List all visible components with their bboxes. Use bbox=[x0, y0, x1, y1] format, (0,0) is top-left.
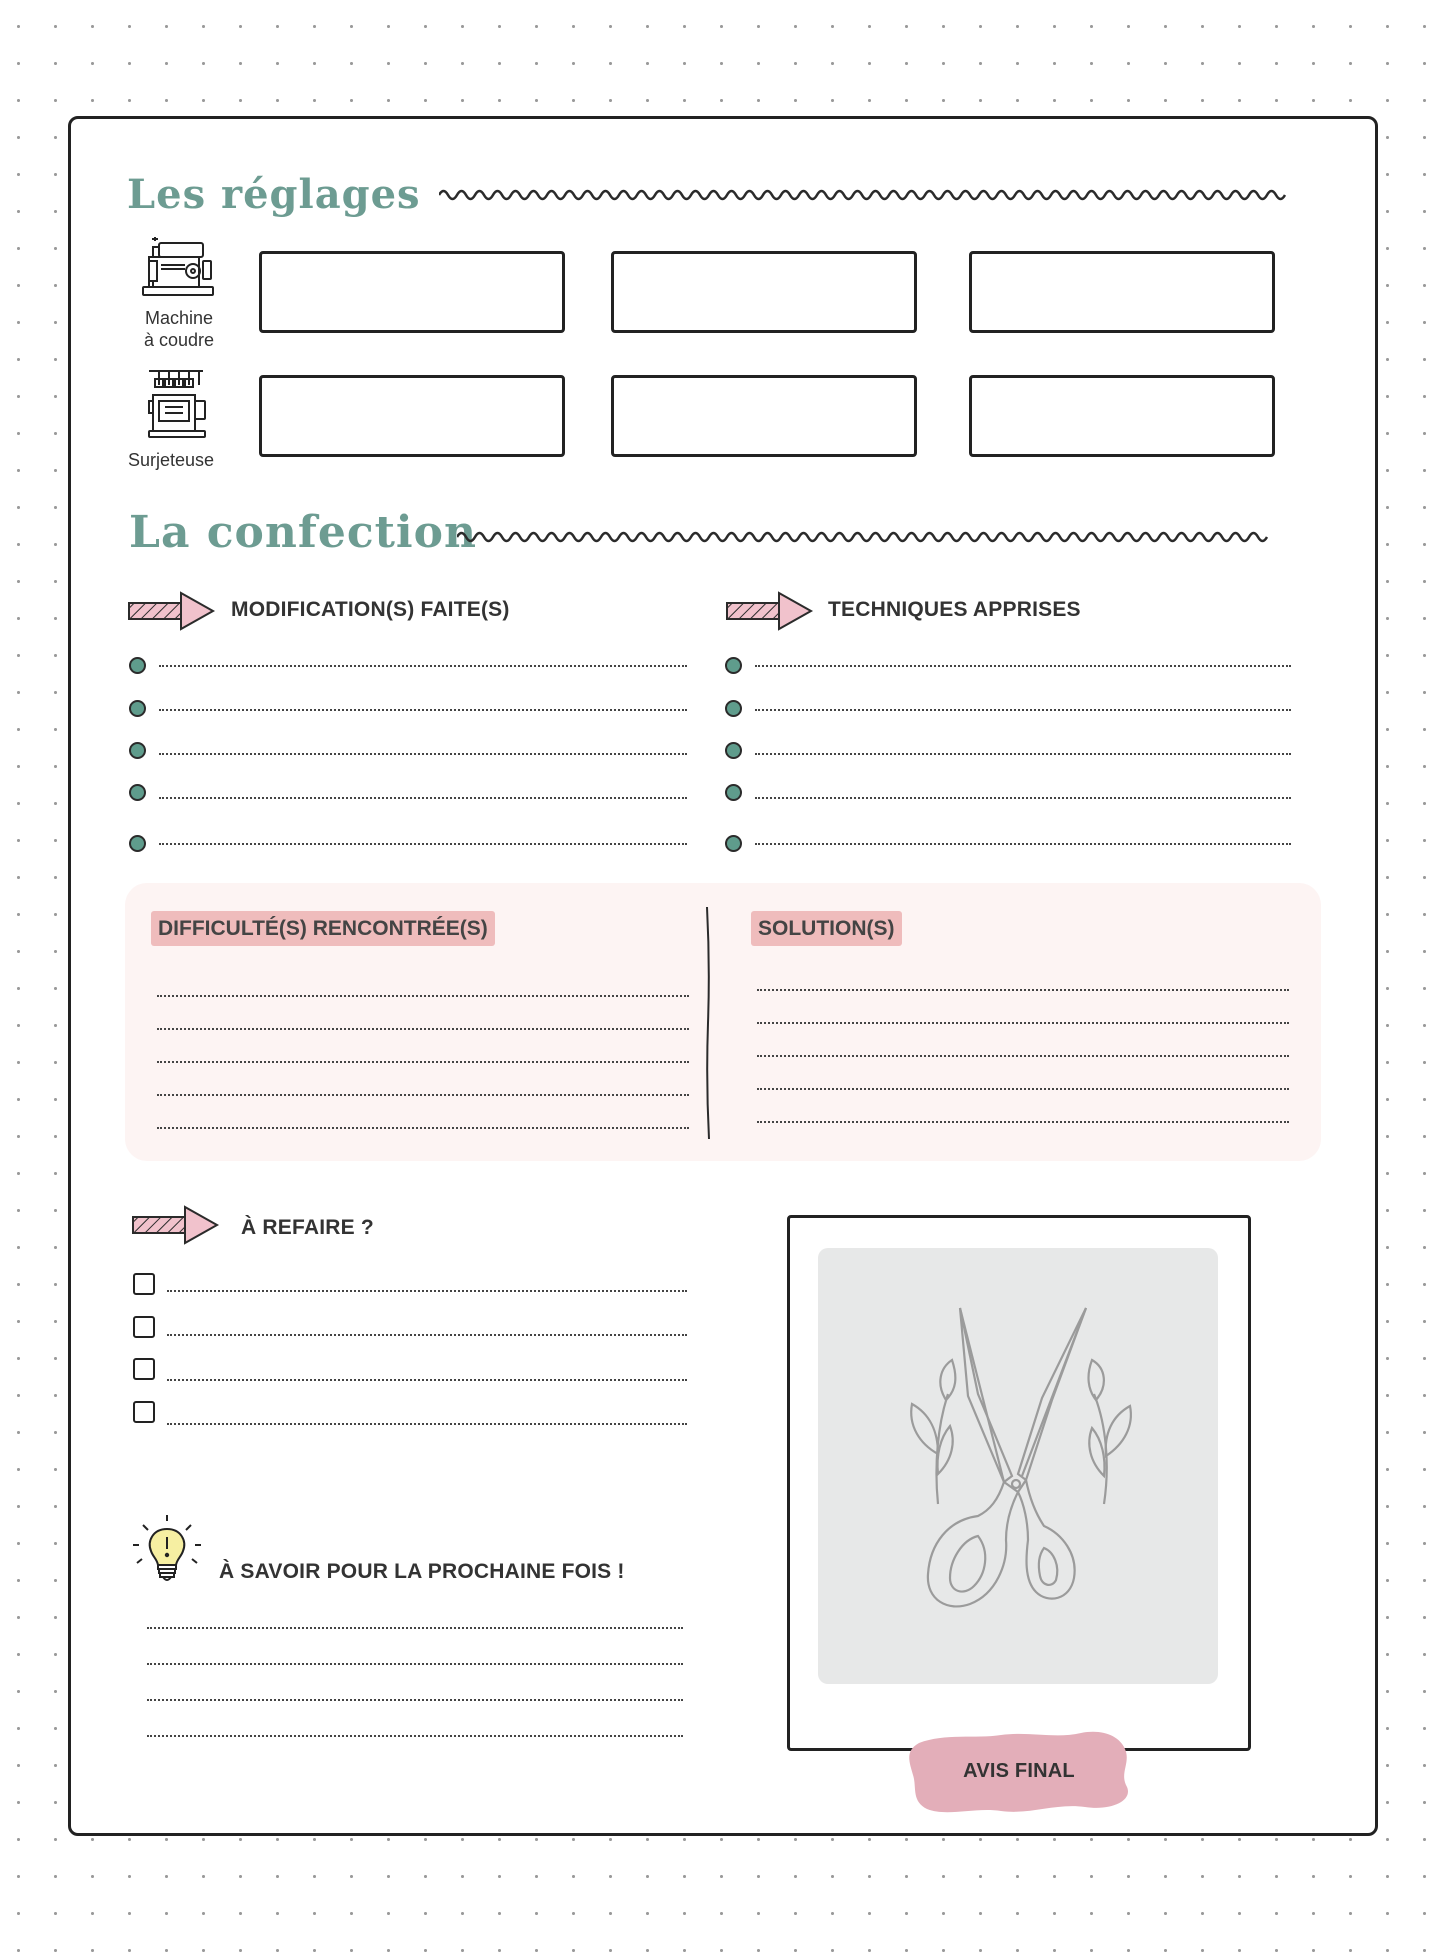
technique-line-4[interactable] bbox=[755, 797, 1291, 799]
recipe-sheet bbox=[68, 116, 1378, 1836]
wavy-divider bbox=[457, 527, 1269, 547]
redo-heading: À REFAIRE ? bbox=[241, 1216, 374, 1239]
serger-setting-box-1[interactable] bbox=[259, 375, 565, 457]
bullet bbox=[725, 700, 742, 717]
redo-line-4[interactable] bbox=[167, 1423, 687, 1425]
difficulty-line-4[interactable] bbox=[157, 1094, 689, 1096]
difficulties-tag: DIFFICULTÉ(S) RENCONTRÉE(S) bbox=[151, 911, 495, 946]
tips-line-3[interactable] bbox=[147, 1699, 683, 1701]
serger-setting-box-3[interactable] bbox=[969, 375, 1275, 457]
machine-label-line1: Machine bbox=[144, 308, 214, 328]
bullet bbox=[129, 835, 146, 852]
section-title-making: La confection bbox=[129, 507, 477, 558]
modification-line-1[interactable] bbox=[159, 665, 687, 667]
scissors-icon bbox=[878, 1304, 1158, 1630]
redo-line-3[interactable] bbox=[167, 1379, 687, 1381]
serger-icon bbox=[145, 365, 209, 439]
difficulty-line-3[interactable] bbox=[157, 1061, 689, 1063]
arrow-icon bbox=[125, 589, 217, 633]
machine-setting-box-3[interactable] bbox=[969, 251, 1275, 333]
solution-line-3[interactable] bbox=[757, 1055, 1289, 1057]
modification-line-4[interactable] bbox=[159, 797, 687, 799]
bullet bbox=[129, 742, 146, 759]
wavy-divider bbox=[439, 185, 1292, 205]
redo-checkbox-2[interactable] bbox=[133, 1316, 155, 1338]
redo-checkbox-1[interactable] bbox=[133, 1273, 155, 1295]
solution-line-5[interactable] bbox=[757, 1121, 1289, 1123]
serger-label: Surjeteuse bbox=[127, 450, 215, 470]
difficulty-line-2[interactable] bbox=[157, 1028, 689, 1030]
modifications-heading: MODIFICATION(S) FAITE(S) bbox=[231, 598, 510, 621]
lightbulb-icon bbox=[125, 1511, 209, 1587]
solution-line-4[interactable] bbox=[757, 1088, 1289, 1090]
section-title-settings: Les réglages bbox=[127, 171, 421, 218]
redo-checkbox-4[interactable] bbox=[133, 1401, 155, 1423]
photo-frame[interactable] bbox=[787, 1215, 1251, 1751]
solution-line-2[interactable] bbox=[757, 1022, 1289, 1024]
arrow-icon bbox=[129, 1203, 221, 1247]
bullet bbox=[725, 784, 742, 801]
technique-line-3[interactable] bbox=[755, 753, 1291, 755]
technique-line-2[interactable] bbox=[755, 709, 1291, 711]
difficulty-line-5[interactable] bbox=[157, 1127, 689, 1129]
solution-line-1[interactable] bbox=[757, 989, 1289, 991]
machine-label-line2: à coudre bbox=[143, 330, 215, 350]
bullet bbox=[725, 835, 742, 852]
bullet bbox=[129, 700, 146, 717]
sewing-machine-icon bbox=[139, 235, 217, 297]
techniques-heading: TECHNIQUES APPRISES bbox=[828, 598, 1081, 621]
bullet bbox=[725, 657, 742, 674]
technique-line-5[interactable] bbox=[755, 843, 1291, 845]
redo-line-2[interactable] bbox=[167, 1334, 687, 1336]
modification-line-5[interactable] bbox=[159, 843, 687, 845]
tips-line-4[interactable] bbox=[147, 1735, 683, 1737]
tips-line-1[interactable] bbox=[147, 1627, 683, 1629]
difficulties-panel bbox=[125, 883, 1321, 1161]
machine-setting-box-2[interactable] bbox=[611, 251, 917, 333]
arrow-icon bbox=[723, 589, 815, 633]
difficulty-line-1[interactable] bbox=[157, 995, 689, 997]
technique-line-1[interactable] bbox=[755, 665, 1291, 667]
tips-heading: À SAVOIR POUR LA PROCHAINE FOIS ! bbox=[219, 1560, 625, 1583]
final-review-label: AVIS FINAL bbox=[963, 1760, 1075, 1782]
panel-divider bbox=[703, 905, 713, 1141]
tips-line-2[interactable] bbox=[147, 1663, 683, 1665]
bullet bbox=[725, 742, 742, 759]
modification-line-3[interactable] bbox=[159, 753, 687, 755]
redo-checkbox-3[interactable] bbox=[133, 1358, 155, 1380]
serger-setting-box-2[interactable] bbox=[611, 375, 917, 457]
redo-line-1[interactable] bbox=[167, 1290, 687, 1292]
bullet bbox=[129, 784, 146, 801]
solutions-tag: SOLUTION(S) bbox=[751, 911, 902, 946]
bullet bbox=[129, 657, 146, 674]
modification-line-2[interactable] bbox=[159, 709, 687, 711]
machine-label bbox=[119, 307, 239, 351]
machine-setting-box-1[interactable] bbox=[259, 251, 565, 333]
photo-placeholder[interactable] bbox=[818, 1248, 1218, 1684]
